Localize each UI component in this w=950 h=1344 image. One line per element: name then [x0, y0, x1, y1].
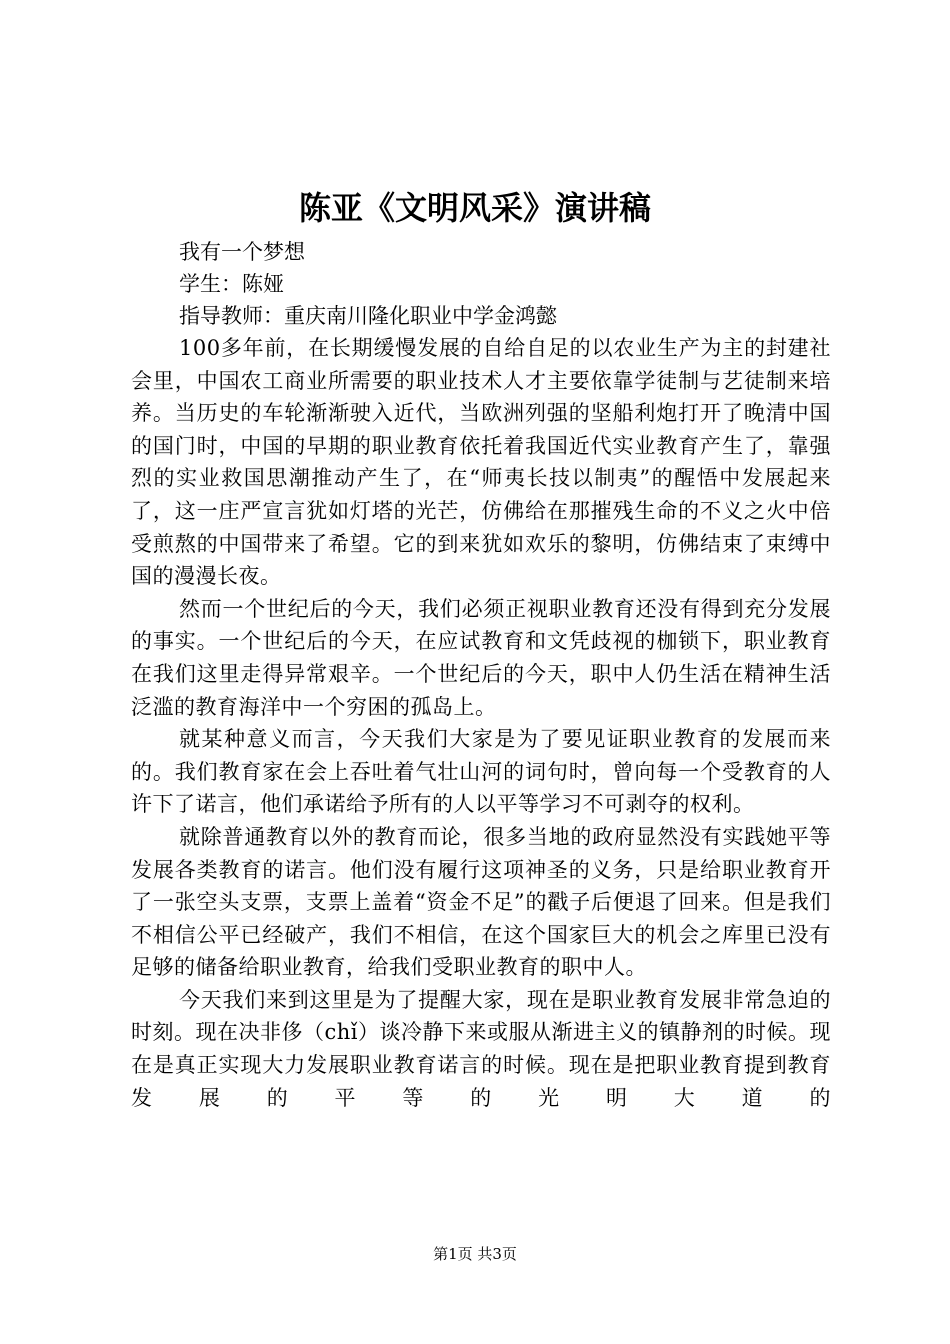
paragraph: 就某种意义而言，今天我们大家是为了要见证职业教育的发展而来的。我们教育家在会上吞吐着气壮山河的词句时，曾向每一个受教育的人许下了诺言，他们承诺给予所有的人以平等学习不可剥夺的权利。 [131, 727, 831, 817]
teacher-name: 指导教师：重庆南川隆化职业中学金鸿懿 [179, 304, 557, 328]
document-body [131, 236, 831, 1114]
page-number: 第1页 共3页 [433, 1245, 517, 1263]
paragraph: 然而一个世纪后的今天，我们必须正视职业教育还没有得到充分发展的事实。一个世纪后的今天，在应试教育和文凭歧视的枷锁下，职业教育在我们这里走得异常艰辛。一个世纪后的今天，职中人仍生活在精神生活泛滥的教育海洋中一个穷困的孤岛上。 [131, 596, 831, 719]
paragraph: 今天我们来到这里是为了提醒大家，现在是职业教育发展非常急迫的时刻。现在决非侈（chǐ）谈冷静下来或服从渐进主义的镇静剂的时候。现在是真正实现大力发展职业教育诺言的时候。现在是把职业教育提到教育发展的平等的光明大道的 [131, 987, 831, 1110]
paragraph: 100多年前，在长期缓慢发展的自给自足的以农业生产为主的封建社会里，中国农工商业所需要的职业技术人才主要依靠学徒制与艺徒制来培养。当历史的车轮渐渐驶入近代，当欧洲列强的坚船利炮打开了晚清中国的国门时，中国的早期的职业教育依托着我国近代实业教育产生了，靠强烈的实业救国思潮推动产生了，在“师夷长技以制夷”的醒悟中发展起来了，这一庄严宣言犹如灯塔的光芒，仿佛给在那摧残生命的不义之火中倍受煎熬的中国带来了希望。它的到来犹如欢乐的黎明，仿佛结束了束缚中国的漫漫长夜。 [131, 336, 831, 589]
page-title: 陈亚《文明风采》演讲稿 [298, 189, 651, 227]
student-name: 学生：陈娅 [179, 272, 284, 296]
speech-subtitle: 我有一个梦想 [179, 240, 305, 264]
paragraph: 就除普通教育以外的教育而论，很多当地的政府显然没有实践她平等发展各类教育的诺言。他们没有履行这项神圣的义务，只是给职业教育开了一张空头支票，支票上盖着“资金不足”的戳子后便退了回来。但是我们不相信公平已经破产，我们不相信，在这个国家巨大的机会之库里已没有足够的储备给职业教育，给我们受职业教育的职中人。 [131, 824, 831, 980]
